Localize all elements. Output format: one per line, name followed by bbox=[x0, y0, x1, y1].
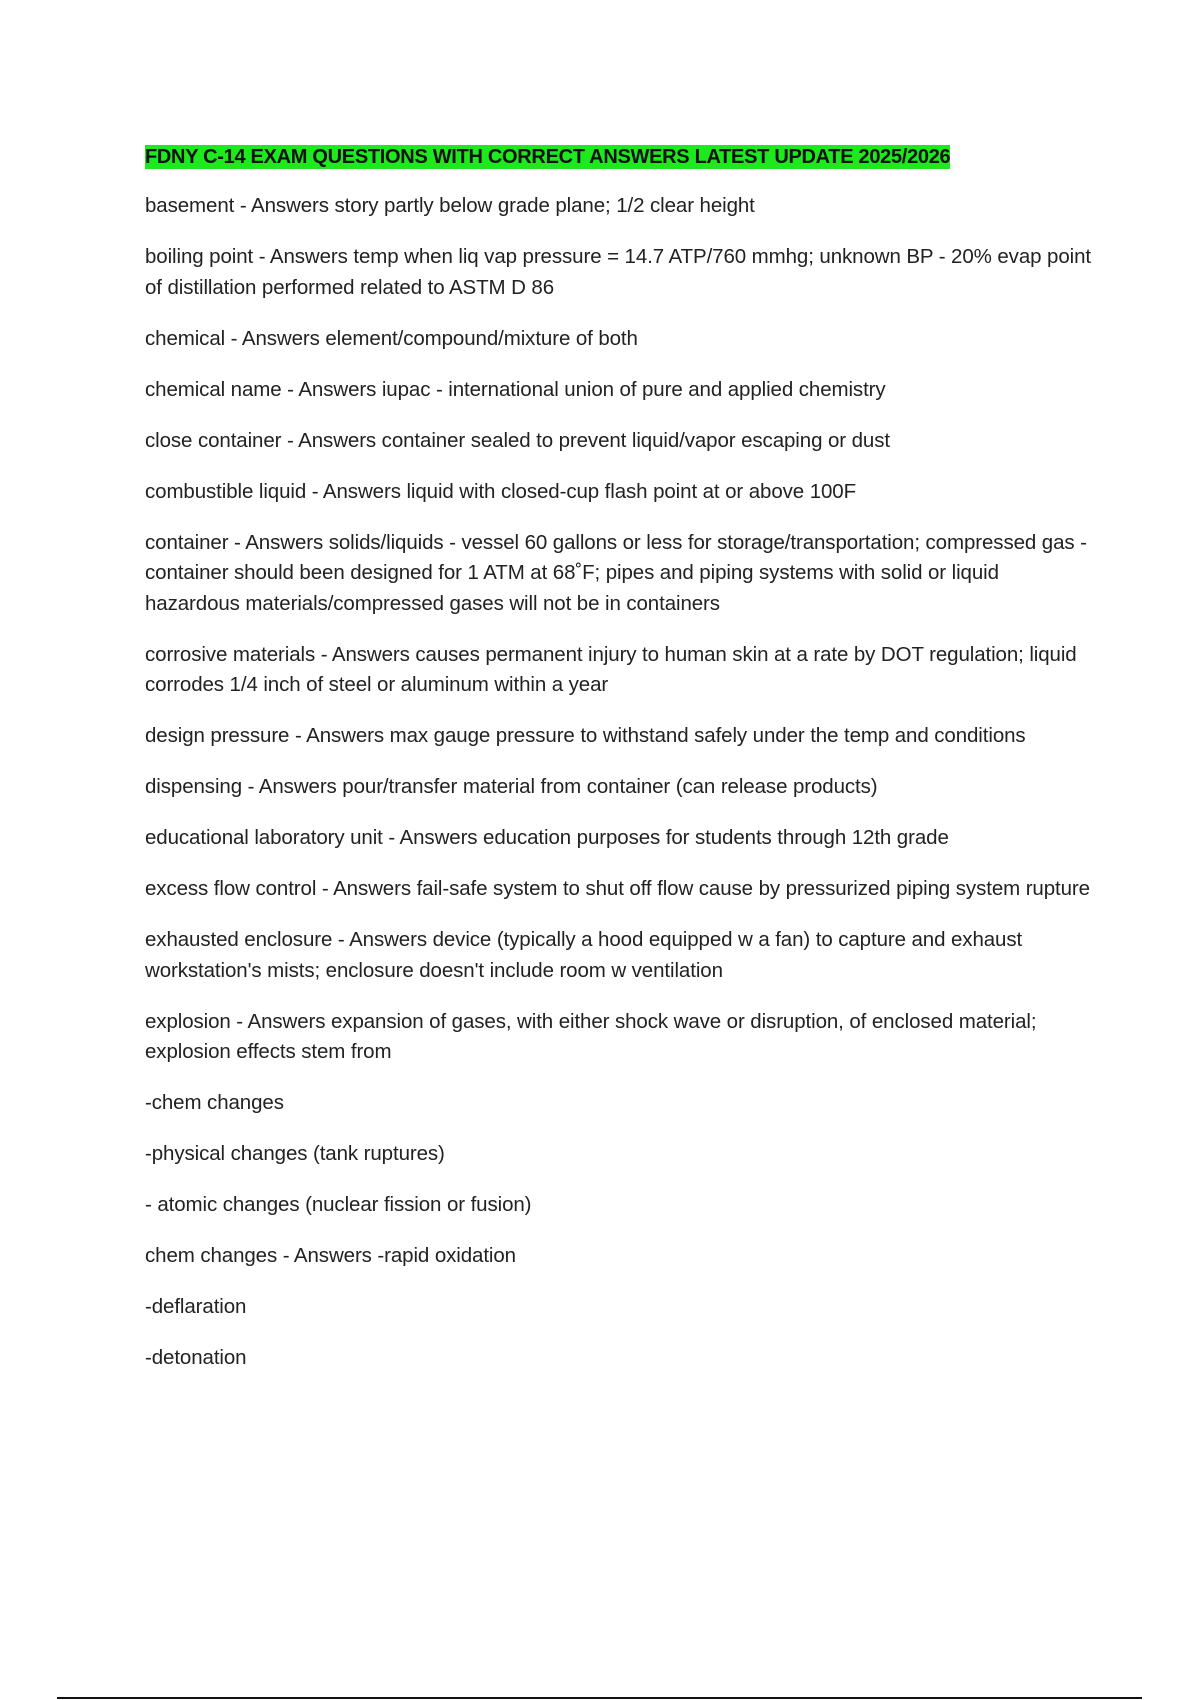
entry-detonation-item: -detonation bbox=[145, 1346, 247, 1369]
entry-boiling-point: boiling point - Answers temp when liq vap pressure = 14.7 ATP/760 mmhg; unknown BP - 20% evap point of distillation performed related to ASTM D 86 bbox=[145, 245, 1091, 299]
document-title: FDNY C-14 EXAM QUESTIONS WITH CORRECT ANSWERS LATEST UPDATE 2025/2026 bbox=[145, 146, 951, 168]
entry-corrosive-materials: corrosive materials - Answers causes permanent injury to human skin at a rate by DOT regulation; liquid corrodes 1/4 inch of steel or aluminum within a year bbox=[145, 642, 1077, 696]
entry-physical-changes-item: -physical changes (tank ruptures) bbox=[145, 1142, 445, 1165]
entry-chemical-name: chemical name - Answers iupac - international union of pure and applied chemistry bbox=[145, 377, 886, 401]
entry-chem-changes-item: -chem changes bbox=[145, 1091, 284, 1114]
entry-educational-laboratory-unit: educational laboratory unit - Answers education purposes for students through 12th grade bbox=[145, 826, 949, 849]
entry-atomic-changes-item: - atomic changes (nuclear fission or fusion) bbox=[145, 1193, 532, 1216]
entry-explosion: explosion - Answers expansion of gases, with either shock wave or disruption, of enclosed material; explosion effects stem from bbox=[145, 1009, 1037, 1063]
entry-excess-flow-control: excess flow control - Answers fail-safe system to shut off flow cause by pressurized piping system rupture bbox=[145, 877, 1090, 900]
entry-exhausted-enclosure: exhausted enclosure - Answers device (typically a hood equipped w a fan) to capture and exhaust workstation's mists; enclosure doesn't include room w ventilation bbox=[145, 928, 1023, 982]
entry-design-pressure: design pressure - Answers max gauge pressure to withstand safely under the temp and conditions bbox=[145, 724, 1026, 747]
title-container bbox=[145, 142, 1095, 174]
document-body bbox=[145, 142, 1095, 1394]
entry-container: container - Answers solids/liquids - vessel 60 gallons or less for storage/transportation; compressed gas - container should been designed for 1 ATM at 68˚F; pipes and piping systems with solid or liquid hazardous materials/compressed gases will not be in containers bbox=[145, 530, 1087, 615]
entry-chemical: chemical - Answers element/compound/mixture of both bbox=[145, 326, 638, 350]
entry-combustible-liquid: combustible liquid - Answers liquid with closed-cup flash point at or above 100F bbox=[145, 479, 857, 503]
entry-dispensing: dispensing - Answers pour/transfer material from container (can release products) bbox=[145, 775, 878, 798]
entry-deflaration-item: -deflaration bbox=[145, 1295, 247, 1318]
entry-chem-changes: chem changes - Answers -rapid oxidation bbox=[145, 1244, 516, 1267]
entry-close-container: close container - Answers container sealed to prevent liquid/vapor escaping or dust bbox=[145, 428, 890, 452]
page-bottom-divider bbox=[57, 1697, 1142, 1699]
entry-basement: basement - Answers story partly below grade plane; 1/2 clear height bbox=[145, 194, 755, 217]
